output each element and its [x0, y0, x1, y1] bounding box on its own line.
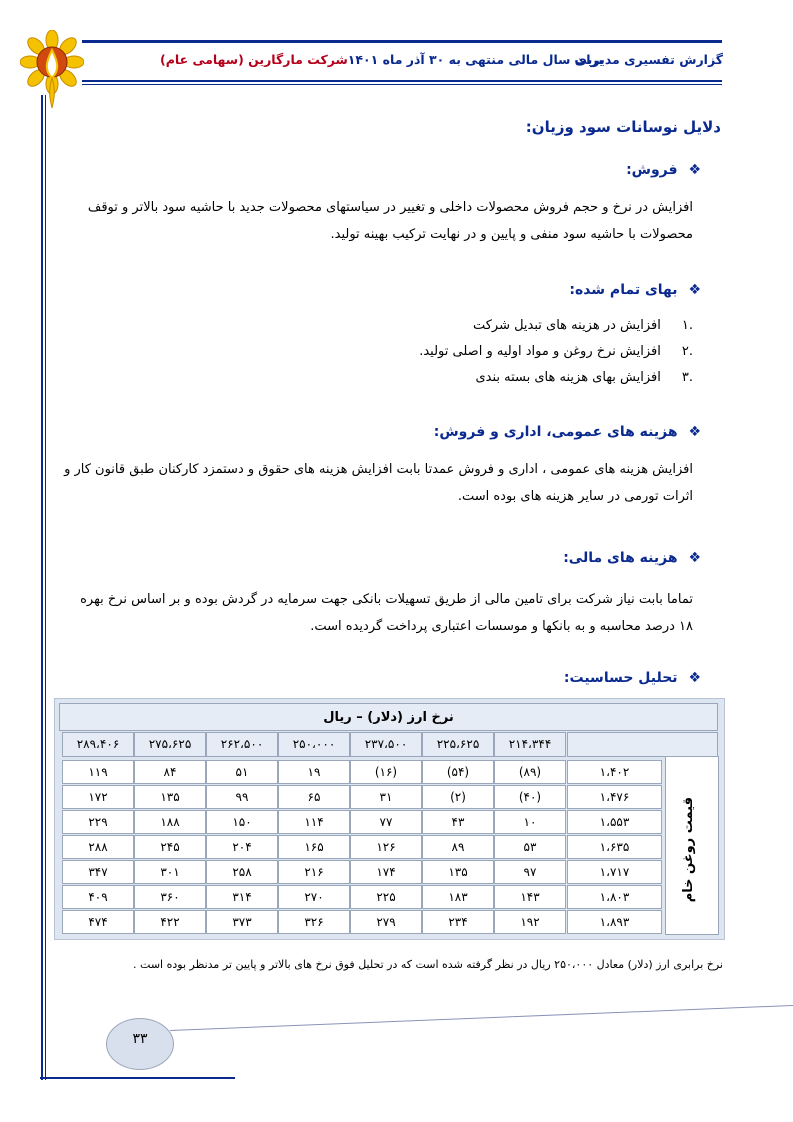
section-heading-cost: [569, 282, 701, 298]
table-cell: ۳۱: [350, 785, 422, 809]
table-cell: ۱۹۲: [494, 910, 566, 934]
table-cell: ۳۲۶: [278, 910, 350, 934]
table-cell: ۱۷۲: [62, 785, 134, 809]
table-column-header: ۲۱۴،۳۴۴: [494, 732, 566, 757]
table-cell: ۱۹: [278, 760, 350, 784]
list-number: .۳: [681, 370, 693, 385]
table-cell: ۲۵۸: [206, 860, 278, 884]
table-cell: ۵۱: [206, 760, 278, 784]
table-cell: ۱۸۸: [134, 810, 206, 834]
section-paragraph-finance: تماما بابت نیاز شرکت برای تامین مالی از طریق تسهیلات بانکی جهت سرمایه در گردش بوده و بر اساس نرخ بهره ۱۸ درصد محاسبه و به بانکها و موسسات اعتباری پرداخت گردیده است.: [80, 592, 693, 634]
diamond-bullet-icon: ❖: [688, 162, 701, 178]
table-column-header: ۲۵۰،۰۰۰: [278, 732, 350, 757]
table-cell: ۱۱۴: [278, 810, 350, 834]
main-heading: دلایل نوسانات سود وزیان:: [525, 118, 721, 136]
table-cell: ۴۳: [422, 810, 494, 834]
list-text: افزایش در هزینه های تبدیل شرکت: [472, 318, 661, 333]
table-cell: ۶۵: [278, 785, 350, 809]
table-cell: ۱۷۴: [350, 860, 422, 884]
table-cell: ۴۲۲: [134, 910, 206, 934]
table-cell: ۱۵۰: [206, 810, 278, 834]
table-cell: ۲۱۶: [278, 860, 350, 884]
footer-rule-diagonal: [170, 1005, 793, 1031]
list-item: [419, 370, 693, 396]
section-paragraph-admin: افزایش هزینه های عمومی ، اداری و فروش عمدتا بابت افزایش هزینه های حقوق و دستمزد کارکنان طبق قانون کار و اثرات تورمی در سایر هزینه های بوده است.: [64, 462, 693, 504]
row-label-cell: [665, 756, 719, 935]
table-cell: ۳۱۴: [206, 885, 278, 909]
table-cell: ۱۶۵: [278, 835, 350, 859]
table-cell: ۱۳۵: [422, 860, 494, 884]
table-cell: ۱۲۶: [350, 835, 422, 859]
table-cell: ۹۹: [206, 785, 278, 809]
table-cell: (۴۰): [494, 785, 566, 809]
page-margin-rule: [41, 95, 43, 1080]
diamond-bullet-icon: ❖: [688, 424, 701, 440]
table-cell: ۲۷۹: [350, 910, 422, 934]
section-heading-sales: [626, 162, 701, 178]
section-heading-label: هزینه های عمومی، اداری و فروش:: [433, 424, 678, 440]
page-number: ۳۳: [132, 1031, 148, 1047]
report-period: برای سال مالی منتهی به ۳۰ آذر ماه ۱۴۰۱: [347, 52, 603, 67]
section-heading-label: هزینه های مالی:: [563, 550, 678, 566]
table-header-corner: [567, 732, 718, 757]
diamond-bullet-icon: ❖: [688, 670, 701, 686]
table-cell: ۷۷: [350, 810, 422, 834]
table-cell: (۲): [422, 785, 494, 809]
table-row-price: ۱،۵۵۳: [567, 810, 662, 834]
table-column-header: ۲۲۵،۶۲۵: [422, 732, 494, 757]
table-cell: ۳۰۱: [134, 860, 206, 884]
section-heading-label: تحلیل حساسیت:: [563, 670, 678, 686]
section-heading-admin: [434, 424, 701, 440]
section-paragraph-sales: افزایش در نرخ و حجم فروش محصولات داخلی و تغییر در سیاستهای محصولات جدید با حاشیه سود بالاتر و توقف محصولات با حاشیه سود منفی و پایین و در نهایت ترکیب بهینه تولید.: [87, 200, 693, 242]
table-cell: ۴۰۹: [62, 885, 134, 909]
sensitivity-table: [54, 698, 725, 940]
table-row-price: ۱،۷۱۷: [567, 860, 662, 884]
table-column-header: ۲۶۲،۵۰۰: [206, 732, 278, 757]
table-cell: ۳۷۳: [206, 910, 278, 934]
page-number-badge: [106, 1018, 174, 1070]
table-cell: ۱۸۳: [422, 885, 494, 909]
company-name: شرکت مارگارین (سهامی عام): [160, 52, 348, 67]
report-title: گزارش تفسیری مدیریت: [574, 52, 723, 67]
list-text: افزایش نرخ روغن و مواد اولیه و اصلی تولید.: [419, 344, 661, 359]
list-text: افزایش بهای هزینه های بسته بندی: [475, 370, 661, 385]
list-number: .۱: [681, 318, 693, 333]
table-cell: ۹۷: [494, 860, 566, 884]
table-cell: ۸۴: [134, 760, 206, 784]
table-title-cell: [59, 703, 718, 731]
table-cell: ۱۱۹: [62, 760, 134, 784]
header-rule-top: [82, 40, 722, 43]
section-heading-sensitivity: [564, 670, 701, 686]
table-row-price: ۱،۸۰۳: [567, 885, 662, 909]
table-cell: ۲۰۴: [206, 835, 278, 859]
table-cell: ۱۰: [494, 810, 566, 834]
table-cell: ۲۲۵: [350, 885, 422, 909]
table-cell: ۸۹: [422, 835, 494, 859]
cost-list: [419, 318, 693, 396]
table-cell: ۲۸۸: [62, 835, 134, 859]
table-cell: ۲۳۴: [422, 910, 494, 934]
table-cell: ۳۴۷: [62, 860, 134, 884]
table-column-header: ۲۸۹،۴۰۶: [62, 732, 134, 757]
table-cell: ۴۷۴: [62, 910, 134, 934]
table-cell: ۱۳۵: [134, 785, 206, 809]
table-title: نرخ ارز (دلار) – ریال: [323, 710, 454, 725]
row-label: قیمت روغن خام: [681, 797, 696, 903]
table-cell: (۸۹): [494, 760, 566, 784]
table-note: نرخ برابری ارز (دلار) معادل ۲۵۰،۰۰۰ ریال در نظر گرفته شده است که در تحلیل فوق نرخ های بالاتر و پایین تر مدنظر بوده است .: [133, 958, 723, 971]
table-cell: ۲۲۹: [62, 810, 134, 834]
table-column-header: ۲۷۵،۶۲۵: [134, 732, 206, 757]
header-rule-bottom: [82, 80, 722, 82]
table-row-price: ۱،۶۳۵: [567, 835, 662, 859]
table-column-header: ۲۳۷،۵۰۰: [350, 732, 422, 757]
table-cell: ۲۴۵: [134, 835, 206, 859]
list-number: .۲: [681, 344, 693, 359]
table-cell: ۱۴۳: [494, 885, 566, 909]
section-heading-label: فروش:: [626, 162, 678, 178]
table-cell: ۲۷۰: [278, 885, 350, 909]
page-margin-rule-thin: [45, 95, 46, 1080]
section-heading-label: بهای تمام شده:: [569, 282, 678, 298]
table-cell: (۱۶): [350, 760, 422, 784]
table-row-price: ۱،۸۹۳: [567, 910, 662, 934]
table-row-price: ۱،۴۷۶: [567, 785, 662, 809]
table-cell: ۵۳: [494, 835, 566, 859]
section-heading-finance: [563, 550, 701, 566]
table-cell: ۳۶۰: [134, 885, 206, 909]
footer-rule: [40, 1077, 235, 1079]
list-item: [419, 344, 693, 370]
table-cell: (۵۴): [422, 760, 494, 784]
header-rule-bottom-thin: [82, 84, 722, 85]
table-row-price: ۱،۴۰۲: [567, 760, 662, 784]
diamond-bullet-icon: ❖: [688, 550, 701, 566]
diamond-bullet-icon: ❖: [688, 282, 701, 298]
sunflower-logo-icon: [20, 30, 84, 110]
list-item: [419, 318, 693, 344]
